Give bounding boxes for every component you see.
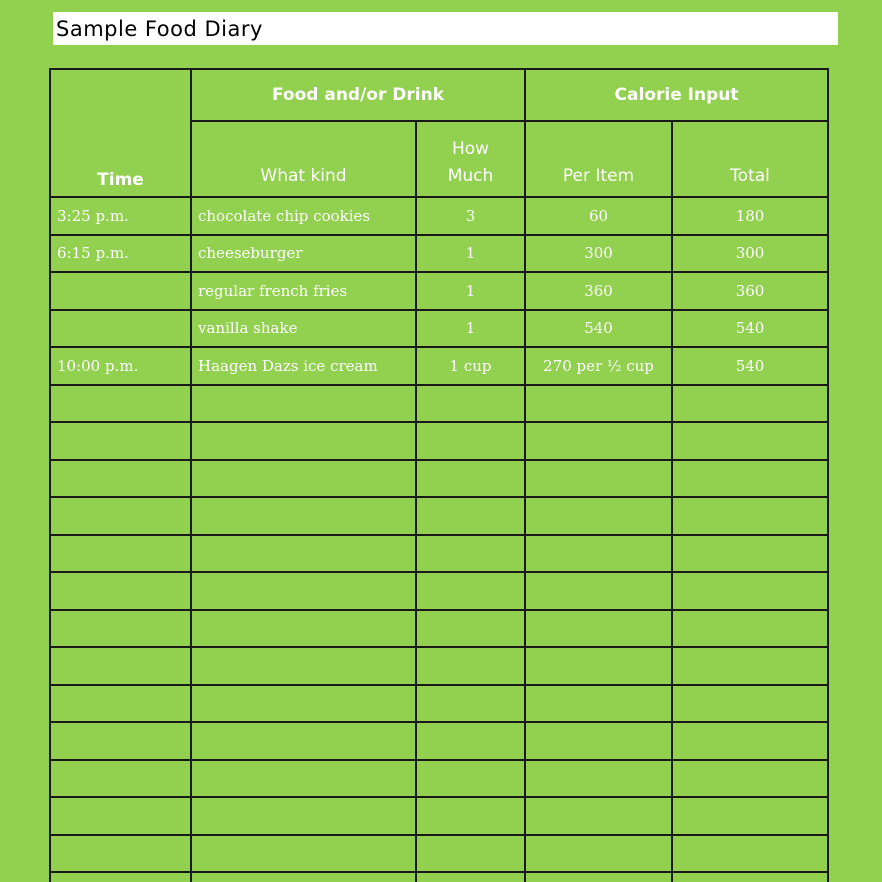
cell-what-kind [191,872,416,882]
table-row-empty [50,610,828,648]
cell-per-item [525,610,672,648]
cell-total [672,460,828,498]
cell-per-item [525,422,672,460]
cell-total [672,872,828,882]
cell-total [672,497,828,535]
table-row [50,272,828,310]
table-row-empty [50,722,828,760]
cell-per-item [525,797,672,835]
cell-per-item [525,535,672,573]
table-row-empty [50,572,828,610]
cell-what-kind [191,760,416,798]
cell-what-kind [191,497,416,535]
header-calorie-group: Calorie Input [525,69,828,121]
cell-per-item: 60 [525,197,672,235]
header-how-much [416,121,525,197]
cell-per-item [525,685,672,723]
cell-time [50,610,191,648]
cell-time [50,572,191,610]
cell-total [672,535,828,573]
cell-how-much [416,535,525,573]
table-row-empty [50,460,828,498]
cell-per-item [525,835,672,873]
cell-how-much [416,872,525,882]
table-row-empty [50,422,828,460]
cell-time [50,310,191,348]
cell-total: 540 [672,310,828,348]
cell-what-kind [191,722,416,760]
table-row-empty [50,685,828,723]
cell-what-kind [191,797,416,835]
cell-how-much: 1 [416,272,525,310]
cell-how-much [416,760,525,798]
cell-time: 3:25 p.m. [50,197,191,235]
table-row-empty [50,797,828,835]
table-row-empty [50,535,828,573]
cell-total: 180 [672,197,828,235]
cell-per-item: 360 [525,272,672,310]
table-row-empty [50,647,828,685]
cell-time: 10:00 p.m. [50,347,191,385]
cell-time [50,760,191,798]
cell-total [672,422,828,460]
cell-per-item [525,872,672,882]
cell-what-kind [191,610,416,648]
cell-how-much [416,797,525,835]
table-row [50,197,828,235]
cell-what-kind [191,385,416,423]
cell-time [50,422,191,460]
cell-per-item: 270 per ½ cup [525,347,672,385]
table-row-empty [50,872,828,882]
cell-total [672,610,828,648]
cell-time [50,535,191,573]
cell-how-much [416,610,525,648]
cell-total [672,647,828,685]
diary-body [50,197,828,882]
cell-how-much [416,572,525,610]
header-per-item: Per Item [525,121,672,197]
cell-what-kind [191,422,416,460]
cell-what-kind [191,685,416,723]
cell-time [50,272,191,310]
cell-time [50,722,191,760]
cell-what-kind [191,460,416,498]
cell-time [50,647,191,685]
cell-what-kind: vanilla shake [191,310,416,348]
header-food-group: Food and/or Drink [191,69,525,121]
cell-what-kind: cheeseburger [191,235,416,273]
cell-total [672,797,828,835]
cell-per-item: 300 [525,235,672,273]
cell-what-kind: regular french fries [191,272,416,310]
cell-how-much: 1 [416,235,525,273]
header-how-much-line1: How [451,139,490,159]
table-row-empty [50,497,828,535]
cell-time [50,685,191,723]
cell-time [50,835,191,873]
cell-how-much [416,685,525,723]
cell-what-kind [191,835,416,873]
cell-per-item [525,460,672,498]
cell-per-item: 540 [525,310,672,348]
table-row-empty [50,835,828,873]
cell-per-item [525,647,672,685]
cell-time [50,385,191,423]
cell-total [672,835,828,873]
cell-how-much [416,460,525,498]
cell-how-much: 3 [416,197,525,235]
table-row [50,347,828,385]
cell-what-kind [191,535,416,573]
cell-what-kind: Haagen Dazs ice cream [191,347,416,385]
cell-how-much [416,647,525,685]
cell-time: 6:15 p.m. [50,235,191,273]
cell-total: 360 [672,272,828,310]
cell-how-much [416,422,525,460]
cell-time [50,497,191,535]
cell-total [672,685,828,723]
cell-total [672,760,828,798]
title-bar [53,12,838,45]
cell-how-much: 1 [416,310,525,348]
table-row-empty [50,385,828,423]
cell-how-much: 1 cup [416,347,525,385]
cell-what-kind: chocolate chip cookies [191,197,416,235]
cell-per-item [525,497,672,535]
cell-how-much [416,835,525,873]
cell-total: 540 [672,347,828,385]
cell-time [50,797,191,835]
cell-total: 300 [672,235,828,273]
cell-how-much [416,385,525,423]
cell-time [50,460,191,498]
cell-what-kind [191,572,416,610]
cell-time [50,872,191,882]
cell-total [672,385,828,423]
cell-what-kind [191,647,416,685]
page-title: Sample Food Diary [56,17,263,41]
table-row-empty [50,760,828,798]
cell-how-much [416,722,525,760]
header-what-kind: What kind [191,121,416,197]
cell-total [672,572,828,610]
table-row [50,235,828,273]
cell-per-item [525,572,672,610]
cell-total [672,722,828,760]
cell-per-item [525,760,672,798]
cell-how-much [416,497,525,535]
header-time: Time [50,69,191,197]
cell-per-item [525,722,672,760]
cell-per-item [525,385,672,423]
food-diary-table [49,68,829,882]
table-row [50,310,828,348]
header-total: Total [672,121,828,197]
header-how-much-line2: Much [447,166,494,186]
